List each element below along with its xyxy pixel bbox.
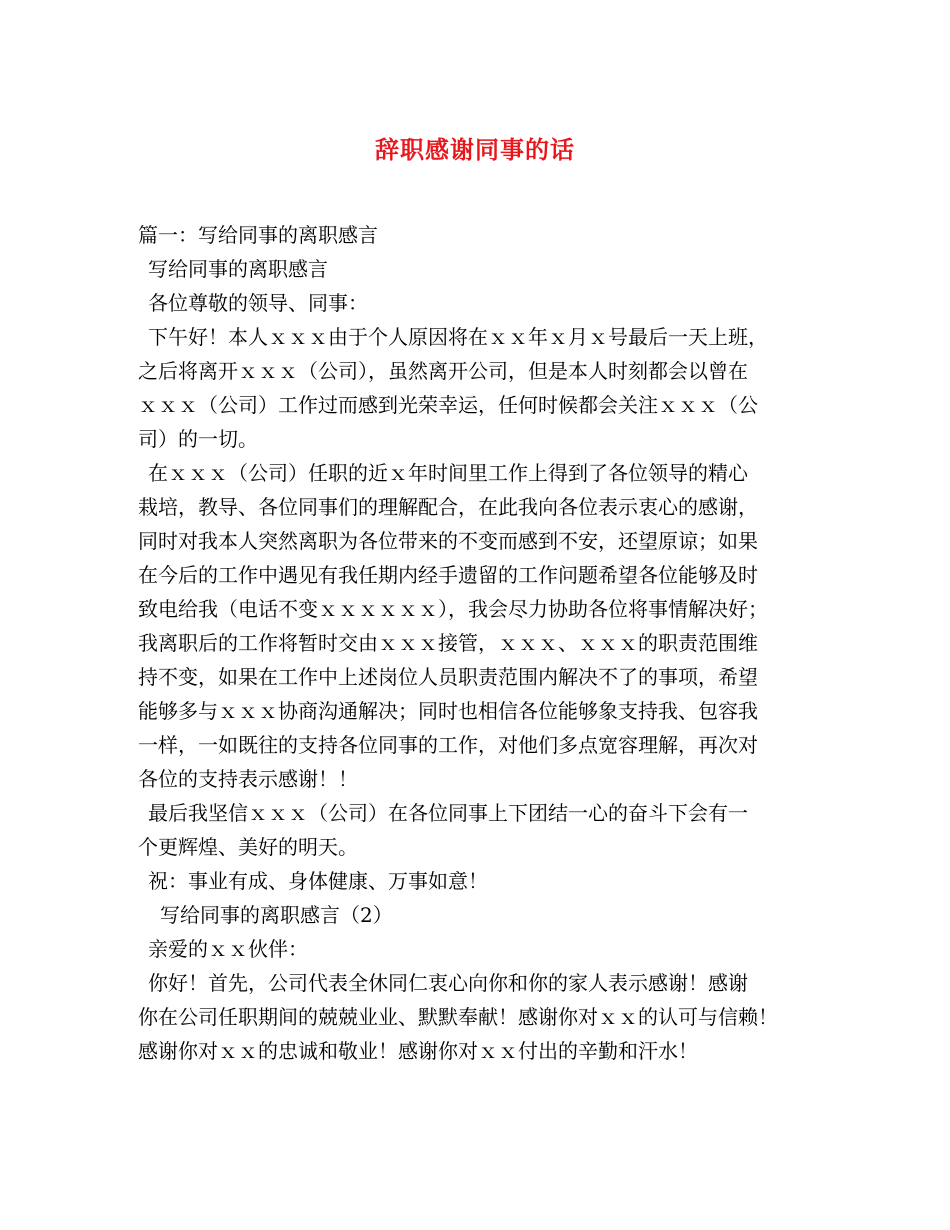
document-body xyxy=(138,218,828,1068)
paragraph-line: ｘｘｘ（公司）工作过而感到光荣幸运，任何时候都会关注ｘｘｘ（公 xyxy=(138,393,758,417)
paragraph-line: 能够多与ｘｘｘ协商沟通解决；同时也相信各位能够象支持我、包容我 xyxy=(138,699,758,723)
paragraph-line: 栽培，教导、各位同事们的理解配合，在此我向各位表示衷心的感谢， xyxy=(138,495,758,519)
paragraph-line: 一样，一如既往的支持各位同事的工作，对他们多点宽容理解，再次对 xyxy=(138,733,758,757)
paragraph-line: 致电给我（电话不变ｘｘｘｘｘｘ），我会尽力协助各位将事情解决好； xyxy=(138,597,768,621)
paragraph-line: 同时对我本人突然离职为各位带来的不变而感到不安，还望原谅；如果 xyxy=(138,529,758,553)
paragraph-line: 我离职后的工作将暂时交由ｘｘｘ接管，ｘｘｘ、ｘｘｘ的职责范围维 xyxy=(138,631,758,655)
paragraph-line: 持不变，如果在工作中上述岗位人员职责范围内解决不了的事项，希望 xyxy=(138,665,758,689)
paragraph-line: 在今后的工作中遇见有我任期内经手遗留的工作问题希望各位能够及时 xyxy=(138,563,758,587)
paragraph-line: 各位的支持表示感谢！！ xyxy=(138,767,358,791)
paragraph-line: 下午好！本人ｘｘｘ由于个人原因将在ｘｘ年ｘ月ｘ号最后一天上班， xyxy=(148,325,768,349)
paragraph-line: 你好！首先，公司代表全休同仁衷心向你和你的家人表示感谢！感谢 xyxy=(148,971,748,995)
paragraph-line: 最后我坚信ｘｘｘ（公司）在各位同事上下团结一心的奋斗下会有一 xyxy=(148,801,748,825)
paragraph-line: 篇一：写给同事的离职感言 xyxy=(138,223,378,247)
paragraph-line: 祝：事业有成、身体健康、万事如意！ xyxy=(148,869,488,893)
paragraph-line: 写给同事的离职感言（2） xyxy=(160,903,393,927)
paragraph-line: 之后将离开ｘｘｘ（公司），虽然离开公司，但是本人时刻都会以曾在 xyxy=(138,359,748,383)
document-title: 辞职感谢同事的话 xyxy=(375,135,575,164)
paragraph-line: 司）的一切。 xyxy=(138,427,258,451)
paragraph-line: 各位尊敬的领导、同事： xyxy=(148,291,368,315)
paragraph-line: 个更辉煌、美好的明天。 xyxy=(138,835,358,859)
paragraph-line: 你在公司任职期间的兢兢业业、默默奉献！感谢你对ｘｘ的认可与信赖！ xyxy=(138,1005,778,1029)
paragraph-line: 感谢你对ｘｘ的忠诚和敬业！感谢你对ｘｘ付出的辛勤和汗水！ xyxy=(138,1039,698,1063)
paragraph-line: 亲爱的ｘｘ伙伴： xyxy=(148,937,308,961)
paragraph-line: 写给同事的离职感言 xyxy=(148,257,328,281)
paragraph-line: 在ｘｘｘ（公司）任职的近ｘ年时间里工作上得到了各位领导的精心 xyxy=(148,461,748,485)
